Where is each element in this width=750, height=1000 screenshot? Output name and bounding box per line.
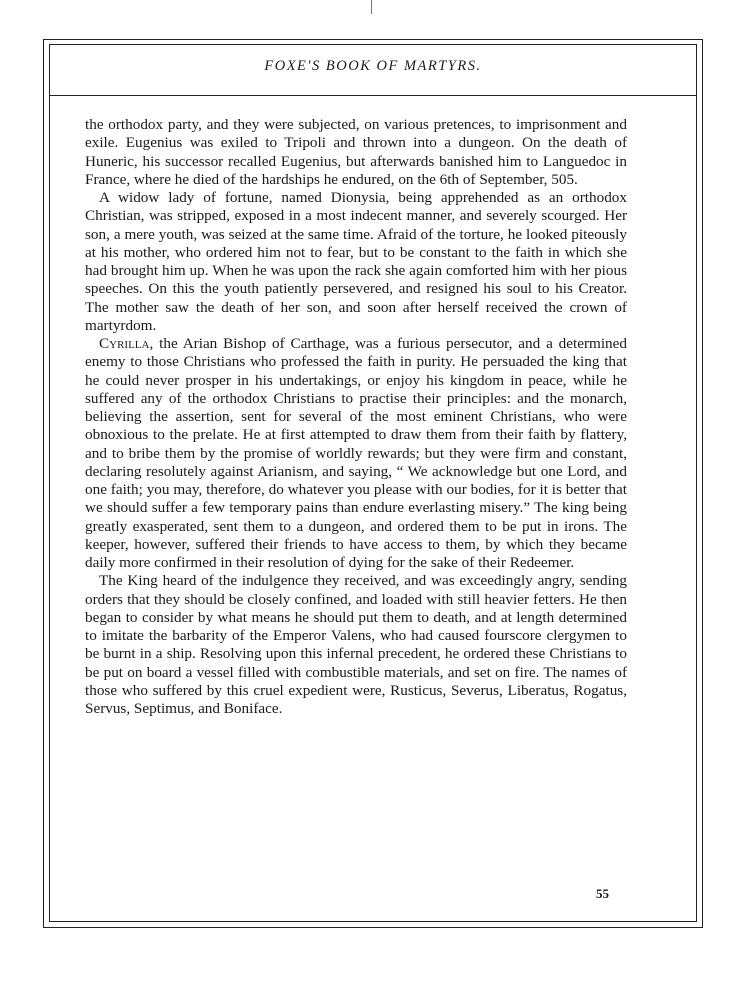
body-text [85, 116, 627, 718]
paragraph-lead-word: Cyrilla [99, 335, 150, 352]
page-number: 55 [596, 886, 609, 901]
paragraph-dionysia: A widow lady of fortune, named Dionysia, being apprehended as an orthodox Christian, was stripped, exposed in a most indecent manner, and severely scourged. Her son, a mere youth, was seized at the same time. Afraid of the torture, he looked piteously at his mother, who ordered him not to fear, but to be constant to the faith in which she had brought him up. When he was upon the rack she again comforted him with her pious speeches. On this the youth patiently persevered, and resigned his soul to his Creator. The mother saw the death of her son, and soon after herself received the crown of martyrdom. [85, 189, 627, 334]
paragraph-cyrilla-text: , the Arian Bishop of Carthage, was a furious persecutor, and a determined enemy to those Christians who professed the faith in purity. He persuaded the king that he could never prosper in his undertakings, or enjoy his kingdom in peace, while he suffered any of the orthodox Christians to practise their principles: and the monarch, believing the assertion, sent for several of the most eminent Christians, who were obnoxious to the prelate. He at first attempted to draw them from their faith by flattery, and to bribe them by the promise of worldly rewards; but they were firm and constant, declaring resolutely against Arianism, and saying, “ We acknowledge but one Lord, and one faith; you may, therefore, do whatever you please with our bodies, for it is better that we should suffer a few temporary pains than endure everlasting misery.” The king being greatly exasperated, sent them to a dungeon, and ordered them to be put in irons. The keeper, however, suffered their friends to have access to them, by which they became daily more confirmed in their resolution of dying for the sake of their Redeemer. [85, 335, 627, 571]
binding-tick-mark [371, 0, 372, 14]
header-rule [49, 95, 697, 96]
running-header: FOXE'S BOOK OF MARTYRS. [264, 58, 482, 74]
paragraph-eugenius: the orthodox party, and they were subjected, on various pretences, to imprisonment and exile. Eugenius was exiled to Tripoli and thrown into a dungeon. On the death of Huneric, his successor recalled Eugenius, but afterwards banished him to Languedoc in France, where he died of the hardships he endured, on the 6th of September, 505. [85, 116, 627, 188]
paragraph-cyrilla [85, 335, 627, 572]
paragraph-martyrs-names: The King heard of the indulgence they received, and was exceedingly angry, sending orders that they should be closely confined, and loaded with still heavier fetters. He then began to consider by what means he should put them to death, and at length determined to imitate the barbarity of the Emperor Valens, who had caused fourscore clergymen to be burnt in a ship. Resolving upon this infernal precedent, he ordered these Christians to be put on board a vessel filled with combustible materials, and set on fire. The names of those who suffered by this cruel expedient were, Rusticus, Severus, Liberatus, Rogatus, Servus, Septimus, and Boniface. [85, 572, 627, 717]
